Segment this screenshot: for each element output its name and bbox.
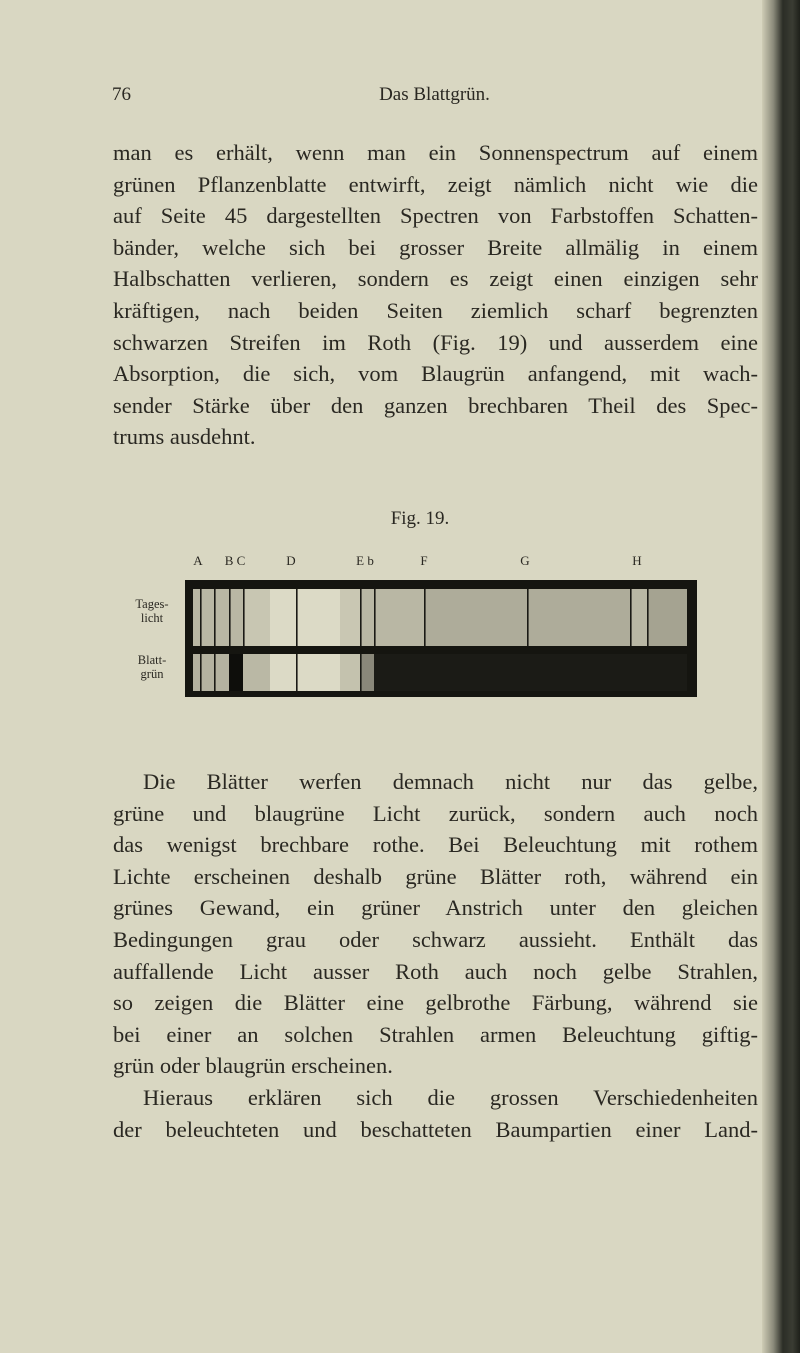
figure-caption: Fig. 19.	[390, 508, 450, 529]
row-label-line: licht	[140, 611, 164, 625]
band-green	[340, 589, 360, 646]
fraunhofer-line	[630, 589, 632, 646]
text-line: Lichte erscheinen deshalb grüne Blätter roth, während ein	[113, 863, 758, 889]
fraunhofer-line	[360, 654, 362, 691]
text-line: bänder, welche sich bei grosser Breite allmälig in einem	[113, 234, 758, 260]
text-line: auf Seite 45 dargestellten Spectren von Farbstoffen Schatten-	[113, 203, 758, 229]
text-line: Die Blätter werfen demnach nicht nur das gelbe,	[143, 769, 758, 794]
text-line: man es erhält, wenn man ein Sonnenspectrum auf einem	[113, 140, 758, 165]
running-title: Das Blattgrün.	[379, 84, 490, 105]
text-line: Bedingungen grau oder schwarz aussieht. Enthält das	[113, 926, 758, 952]
line-letter: B C	[224, 553, 246, 568]
fraunhofer-line	[296, 654, 298, 691]
page-number: 76	[112, 84, 131, 105]
text-line: grünes Gewand, ein grüner Anstrich unter den gleichen	[113, 895, 758, 921]
chlorophyll-absorption-band	[229, 654, 243, 691]
fraunhofer-line	[360, 589, 362, 646]
text-line: grün oder blaugrün erscheinen.	[113, 1053, 393, 1079]
leaf-green	[340, 654, 360, 691]
text-line: bei einer an solchen Strahlen armen Beleuchtung giftig-	[113, 1021, 758, 1047]
fraunhofer-line	[374, 589, 376, 646]
line-letter: F	[420, 553, 428, 568]
line-letter: H	[632, 553, 642, 568]
fraunhofer-line	[296, 589, 298, 646]
text-line: der beleuchteten und beschatteten Baumpartien einer Land-	[113, 1116, 758, 1142]
leaf-orange	[243, 654, 270, 691]
band-orange	[243, 589, 270, 646]
line-letter: E b	[356, 553, 374, 568]
text-line: so zeigen die Blätter eine gelbrothe Färbung, während sie	[113, 990, 758, 1016]
text-line: schwarzen Streifen im Roth (Fig. 19) und ausserdem eine	[113, 329, 758, 355]
fraunhofer-line	[527, 589, 529, 646]
row-label-line: Tages-	[135, 597, 169, 611]
fraunhofer-line	[229, 589, 231, 646]
fraunhofer-line	[214, 654, 216, 691]
text-line: grüne und blaugrüne Licht zurück, sondern auch noch	[113, 800, 758, 826]
text-line: kräftigen, nach beiden Seiten ziemlich scharf begrenzten	[113, 297, 758, 323]
fraunhofer-line	[424, 589, 426, 646]
text-line: sender Stärke über den ganzen brechbaren Theil des Spec-	[113, 392, 758, 418]
leaf-red-extreme	[193, 654, 229, 691]
text-line: trums ausdehnt.	[113, 424, 256, 450]
line-letter: A	[193, 553, 203, 568]
line-letter: G	[520, 553, 530, 568]
text-line: auffallende Licht ausser Roth auch noch gelbe Strahlen,	[113, 958, 758, 984]
band-violet	[647, 589, 687, 646]
text-line: Halbschatten verlieren, sondern es zeigt einen einzigen sehr	[113, 266, 758, 292]
text-line: das wenigst brechbare rothe. Bei Beleuchtung mit rothem	[113, 832, 758, 858]
text-line: Absorption, die sich, vom Blaugrün anfangend, mit wach-	[113, 361, 758, 387]
text-line: Hieraus erklären sich die grossen Verschiedenheiten	[143, 1084, 758, 1110]
fraunhofer-line	[647, 589, 649, 646]
fraunhofer-line	[200, 654, 202, 691]
row-label-line: Blatt-	[137, 653, 167, 667]
row-label-line: grün	[140, 667, 164, 681]
fraunhofer-line	[200, 589, 202, 646]
line-letter: D	[286, 553, 296, 568]
fraunhofer-line	[243, 589, 245, 646]
fraunhofer-line	[214, 589, 216, 646]
text-line: grünen Pflanzenblatte entwirft, zeigt nämlich nicht wie die	[113, 171, 758, 197]
paragraph-2	[113, 766, 758, 1145]
leaf-blue-green-fade	[360, 654, 374, 691]
